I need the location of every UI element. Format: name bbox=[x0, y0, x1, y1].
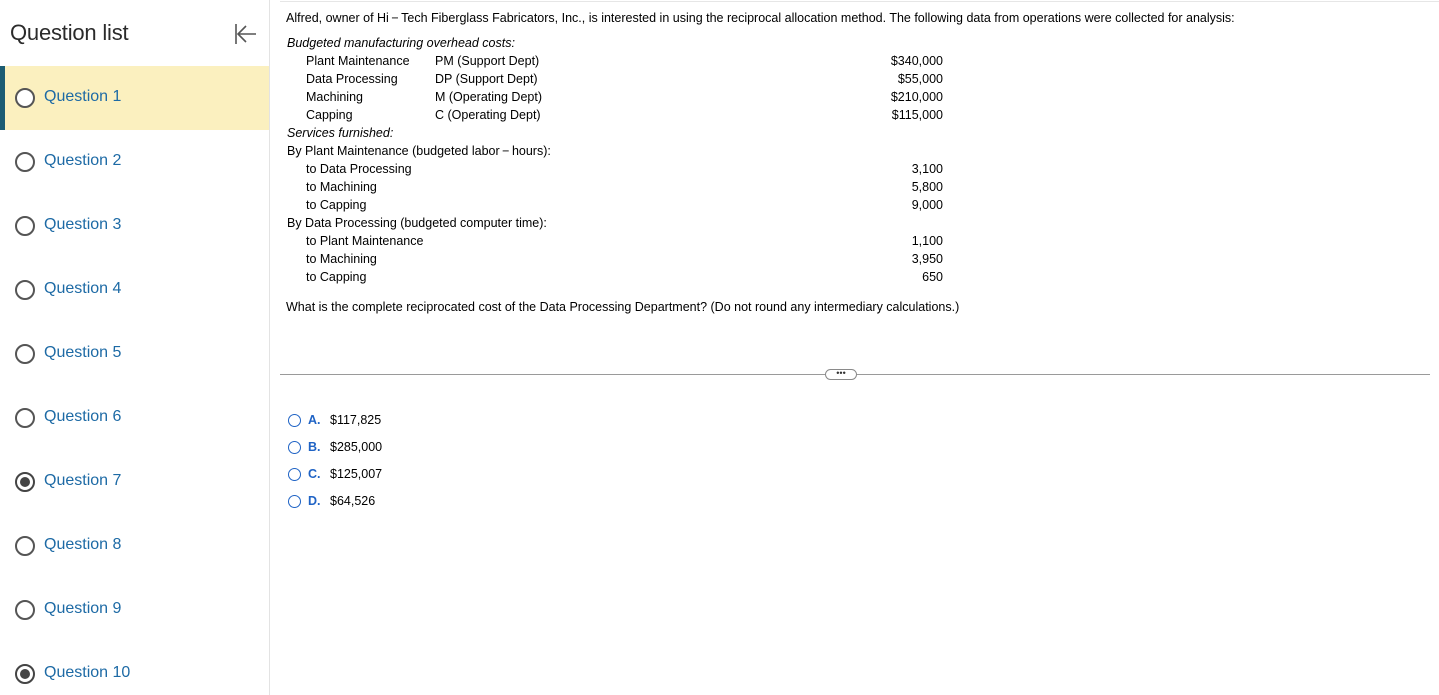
top-divider bbox=[280, 1, 1439, 2]
question-label: Question 3 bbox=[44, 216, 122, 233]
sidebar-item-question-10[interactable] bbox=[0, 642, 269, 695]
status-radio-icon bbox=[15, 536, 35, 556]
budget-code: PM (Support Dept) bbox=[435, 54, 540, 68]
option-letter: A. bbox=[308, 413, 321, 427]
radio-icon[interactable] bbox=[288, 414, 301, 427]
dp-row-label: to Machining bbox=[306, 252, 377, 266]
sidebar-item-question-6[interactable] bbox=[0, 386, 269, 450]
sidebar-item-question-8[interactable] bbox=[0, 514, 269, 578]
pm-row-label: to Capping bbox=[306, 198, 367, 212]
dp-row-value: 1,100 bbox=[911, 234, 943, 248]
pm-row-label: to Machining bbox=[306, 180, 377, 194]
option-text: $285,000 bbox=[330, 440, 383, 454]
budget-amount: $55,000 bbox=[897, 72, 943, 86]
question-prompt: What is the complete reciprocated cost of the Data Processing Department? (Do not round any intermediary calculations.) bbox=[286, 300, 960, 314]
budget-amount: $115,000 bbox=[891, 108, 943, 122]
question-content bbox=[270, 0, 1439, 695]
status-radio-icon bbox=[15, 216, 35, 236]
question-label: Question 1 bbox=[44, 88, 122, 105]
budget-dept: Machining bbox=[306, 90, 363, 104]
budget-amount: $210,000 bbox=[890, 90, 943, 104]
budget-heading: Budgeted manufacturing overhead costs: bbox=[287, 36, 515, 50]
budget-dept: Data Processing bbox=[306, 72, 398, 86]
services-heading: Services furnished: bbox=[287, 126, 394, 140]
question-label: Question 6 bbox=[44, 408, 122, 425]
pm-row-value: 9,000 bbox=[911, 198, 943, 212]
option-text: $125,007 bbox=[330, 467, 383, 481]
question-label: Question 5 bbox=[44, 344, 122, 361]
question-label: Question 10 bbox=[44, 664, 131, 681]
budget-code: M (Operating Dept) bbox=[435, 90, 542, 104]
collapse-sidebar-button[interactable] bbox=[232, 20, 260, 48]
collapse-left-icon bbox=[232, 20, 260, 48]
sidebar-item-question-5[interactable] bbox=[0, 322, 269, 386]
radio-icon[interactable] bbox=[288, 441, 301, 454]
sidebar-item-question-7[interactable] bbox=[0, 450, 269, 514]
dp-row-value: 3,950 bbox=[911, 252, 943, 266]
budget-dept: Plant Maintenance bbox=[306, 54, 410, 68]
sidebar-item-question-9[interactable] bbox=[0, 578, 269, 642]
question-list-sidebar bbox=[0, 0, 270, 695]
option-text: $64,526 bbox=[330, 494, 376, 508]
sidebar-item-question-3[interactable] bbox=[0, 194, 269, 258]
question-label: Question 8 bbox=[44, 536, 122, 553]
option-letter: C. bbox=[308, 467, 321, 481]
status-radio-icon bbox=[15, 600, 35, 620]
sidebar-title: Question list bbox=[10, 20, 129, 45]
sidebar-item-question-1[interactable] bbox=[0, 66, 269, 130]
more-button[interactable]: ••• bbox=[825, 369, 857, 380]
question-label: Question 4 bbox=[44, 280, 122, 297]
question-label: Question 9 bbox=[44, 600, 122, 617]
budget-dept: Capping bbox=[306, 108, 353, 122]
problem-intro: Alfred, owner of Hi − Tech Fiberglass Fabricators, Inc., is interested in using the reciprocal allocation method. The following data from operations were collected for analysis: bbox=[286, 11, 1235, 25]
option-letter: B. bbox=[308, 440, 321, 454]
dp-heading: By Data Processing (budgeted computer time): bbox=[287, 216, 547, 230]
pm-row-label: to Data Processing bbox=[306, 162, 412, 176]
status-radio-icon bbox=[15, 88, 35, 108]
status-radio-icon bbox=[15, 152, 35, 172]
status-radio-icon bbox=[15, 408, 35, 428]
option-text: $117,825 bbox=[330, 413, 382, 427]
status-radio-icon bbox=[15, 280, 35, 300]
pm-heading: By Plant Maintenance (budgeted labor − hours): bbox=[287, 144, 551, 158]
pm-row-value: 3,100 bbox=[911, 162, 943, 176]
budget-code: DP (Support Dept) bbox=[435, 72, 538, 86]
budget-amount: $340,000 bbox=[890, 54, 943, 68]
option-letter: D. bbox=[308, 494, 321, 508]
radio-icon[interactable] bbox=[288, 468, 301, 481]
question-label: Question 2 bbox=[44, 152, 122, 169]
dp-row-label: to Capping bbox=[306, 270, 367, 284]
sidebar-item-question-4[interactable] bbox=[0, 258, 269, 322]
sidebar-item-question-2[interactable] bbox=[0, 130, 269, 194]
pm-row-value: 5,800 bbox=[911, 180, 943, 194]
status-radio-icon bbox=[15, 344, 35, 364]
question-label: Question 7 bbox=[44, 472, 122, 489]
radio-icon[interactable] bbox=[288, 495, 301, 508]
dp-row-label: to Plant Maintenance bbox=[306, 234, 424, 248]
budget-code: C (Operating Dept) bbox=[435, 108, 541, 122]
answered-radio-icon bbox=[15, 472, 35, 492]
dp-row-value: 650 bbox=[922, 270, 943, 284]
answered-radio-icon bbox=[15, 664, 35, 684]
sidebar-header bbox=[0, 0, 270, 64]
